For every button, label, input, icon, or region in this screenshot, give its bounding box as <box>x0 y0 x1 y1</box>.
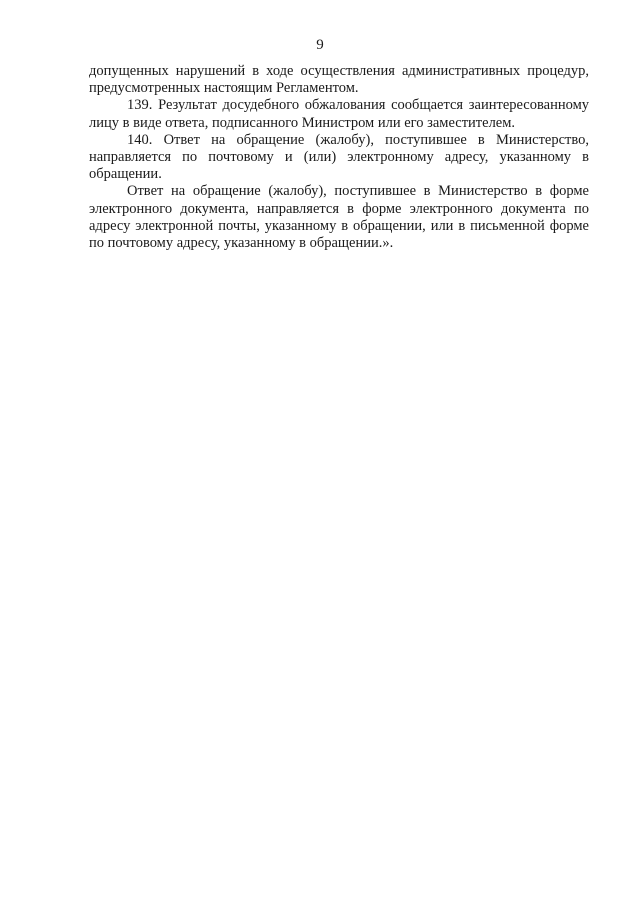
paragraph-139: 139. Результат досудебного обжалования сообщается заинтересованному лицу в виде ответа, подписанного Министром или его заместителем. <box>89 97 589 131</box>
paragraph-electronic-response: Ответ на обращение (жалобу), поступившее в Министерство в форме электронного документа, направляется в форме электронного документа по адресу электронной почты, указанному в обращении, или в письменной форме по почтовому адресу, указанному в обращении.». <box>89 183 589 252</box>
paragraph-140: 140. Ответ на обращение (жалобу), поступившее в Министерство, направляется по почтовому и (или) электронному адресу, указанному в обращении. <box>89 131 589 183</box>
document-body <box>89 63 589 252</box>
page-number: 9 <box>316 37 324 53</box>
paragraph-continuation: допущенных нарушений в ходе осуществления административных процедур, предусмотренных настоящим Регламентом. <box>89 63 589 97</box>
